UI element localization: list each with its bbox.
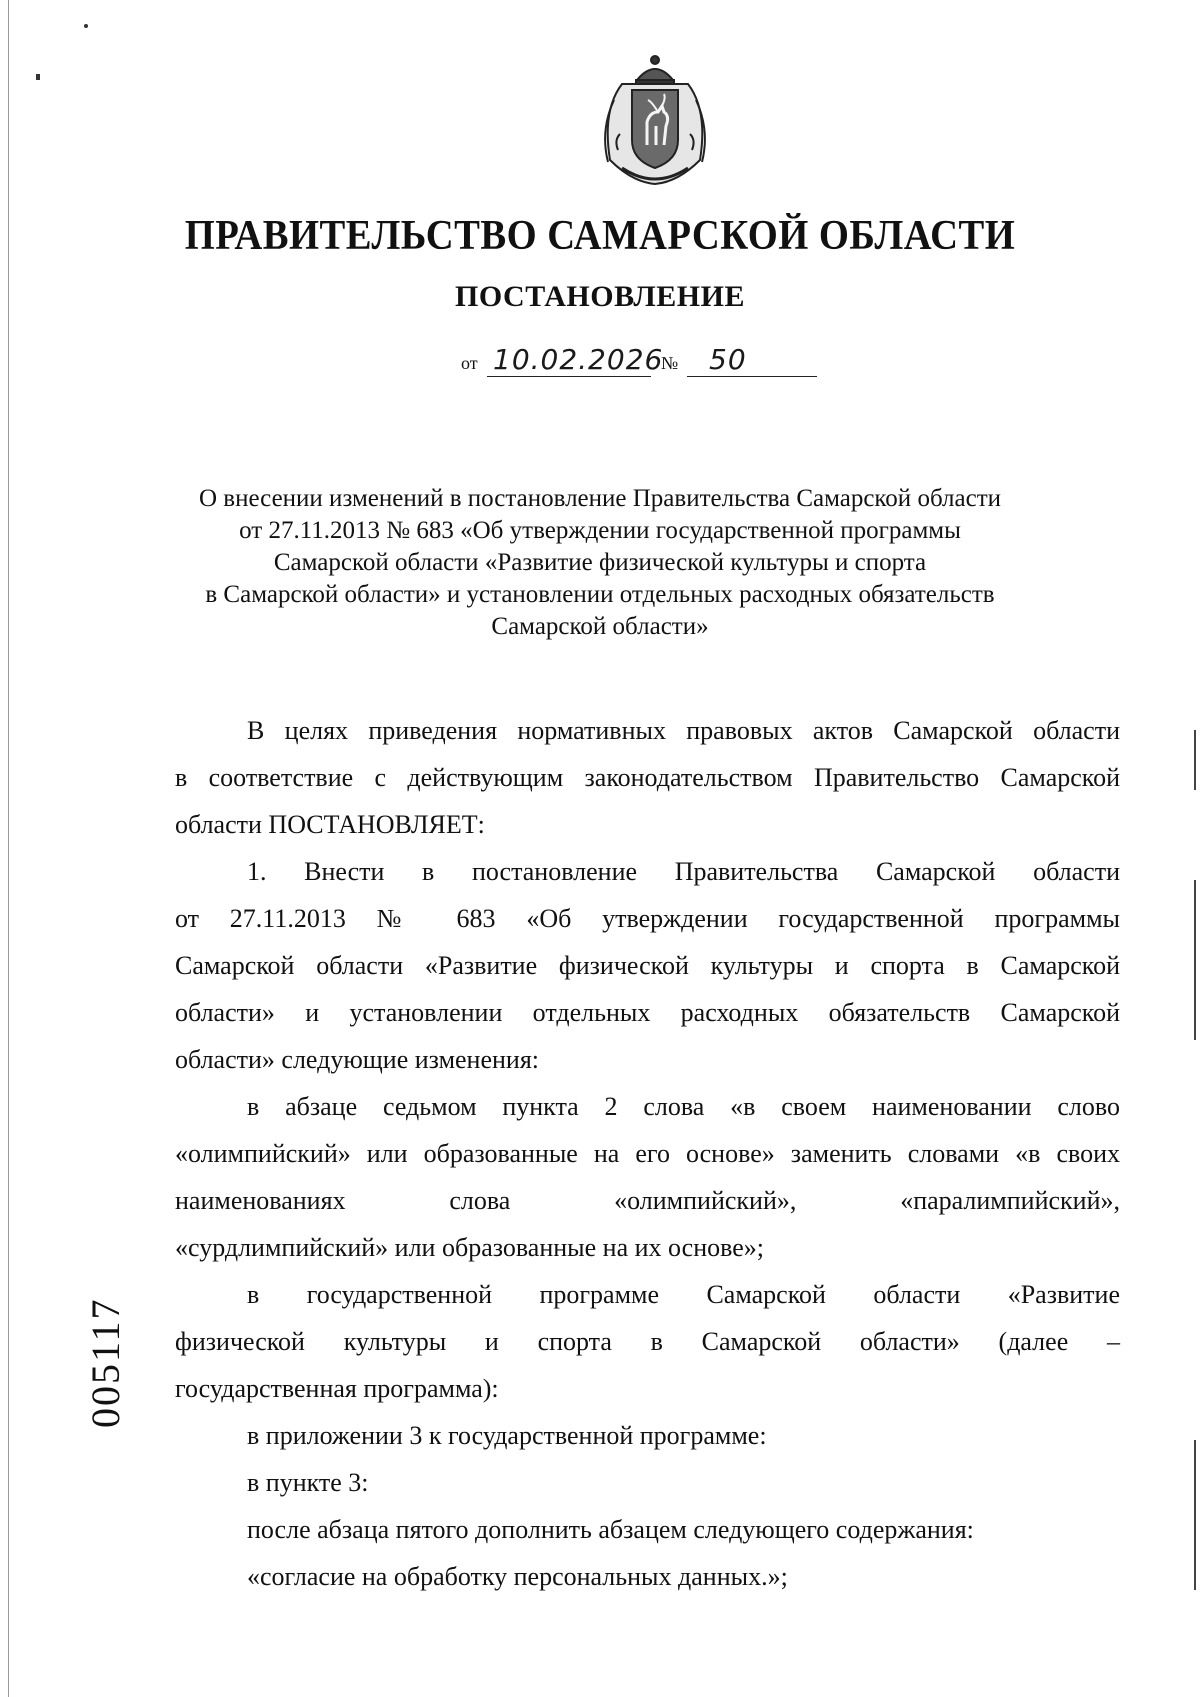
date-value: 10.02.2026 (493, 343, 664, 376)
paragraph-amendment-2 (175, 1271, 1120, 1412)
text-line: в государственной программе Самарской области «Развитие (247, 1280, 1120, 1309)
paragraph-amendment-1 (175, 1083, 1120, 1271)
text-line: в соответствие с действующим законодательством Правительство Самарской (175, 763, 1120, 792)
paragraph-item-1 (175, 848, 1120, 1083)
date-label: от (461, 353, 478, 373)
text-line: области» и установлении отдельных расходных обязательств Самарской (175, 998, 1120, 1027)
document-body (175, 707, 1120, 1600)
scan-edge-mark (1194, 1440, 1196, 1590)
text-line: физической культуры и спорта в Самарской области» (далее – (175, 1327, 1120, 1356)
paragraph-addition: после абзаца пятого дополнить абзацем следующего содержания: (247, 1515, 974, 1544)
subject-line: в Самарской области» и установлении отдельных расходных обязательств (205, 581, 995, 608)
paragraph-point: в пункте 3: (247, 1468, 369, 1497)
text-line: Самарской области «Развитие физической культуры и спорта в Самарской (175, 951, 1120, 980)
document-type: ПОСТАНОВЛЕНИЕ (455, 280, 745, 313)
subject-line: Самарской области» (491, 613, 709, 640)
scan-edge-mark (8, 0, 9, 1697)
subject-line: Самарской области «Развитие физической культуры и спорта (273, 549, 927, 576)
text-line: области ПОСТАНОВЛЯЕТ: (175, 810, 485, 839)
organization-title: ПРАВИТЕЛЬСТВО САМАРСКОЙ ОБЛАСТИ (184, 213, 1016, 259)
subject-line: от 27.11.2013 № 683 «Об утверждении государственной программы (239, 517, 961, 544)
paragraph-appendix: в приложении 3 к государственной программе: (247, 1421, 767, 1450)
side-stamp-number: 005117 (83, 1297, 128, 1428)
text-line: 1. Внести в постановление Правительства Самарской области (247, 857, 1120, 886)
date-number-line (461, 340, 861, 380)
text-line: от 27.11.2013 № 683 «Об утверждении государственной программы (175, 904, 1120, 933)
text-line: «сурдлимпийский» или образованные на их основе»; (175, 1233, 765, 1262)
text-line: государственная программа): (175, 1374, 499, 1403)
scan-edge-mark (1194, 880, 1196, 1040)
text-line: «олимпийский» или образованные на его основе» заменить словами «в своих (175, 1139, 1120, 1168)
text-line: в абзаце седьмом пункта 2 слова «в своем наименовании слово (247, 1092, 1120, 1121)
text-line: области» следующие изменения: (175, 1045, 540, 1074)
text-line: наименованиях слова «олимпийский», «паралимпийский», (175, 1186, 1120, 1215)
scan-speck (36, 74, 40, 80)
subject-line: О внесении изменений в постановление Правительства Самарской области (198, 485, 1002, 512)
number-value: 50 (709, 343, 747, 376)
paragraph-preamble (175, 707, 1120, 848)
coat-of-arms-icon (592, 50, 718, 190)
scan-edge-mark (1194, 730, 1196, 790)
document-subject (180, 483, 1020, 643)
paragraph-quote: «согласие на обработку персональных данных.»; (247, 1562, 788, 1591)
scan-speck (84, 24, 88, 28)
number-label: № (661, 353, 679, 373)
text-line: В целях приведения нормативных правовых актов Самарской области (247, 716, 1120, 745)
